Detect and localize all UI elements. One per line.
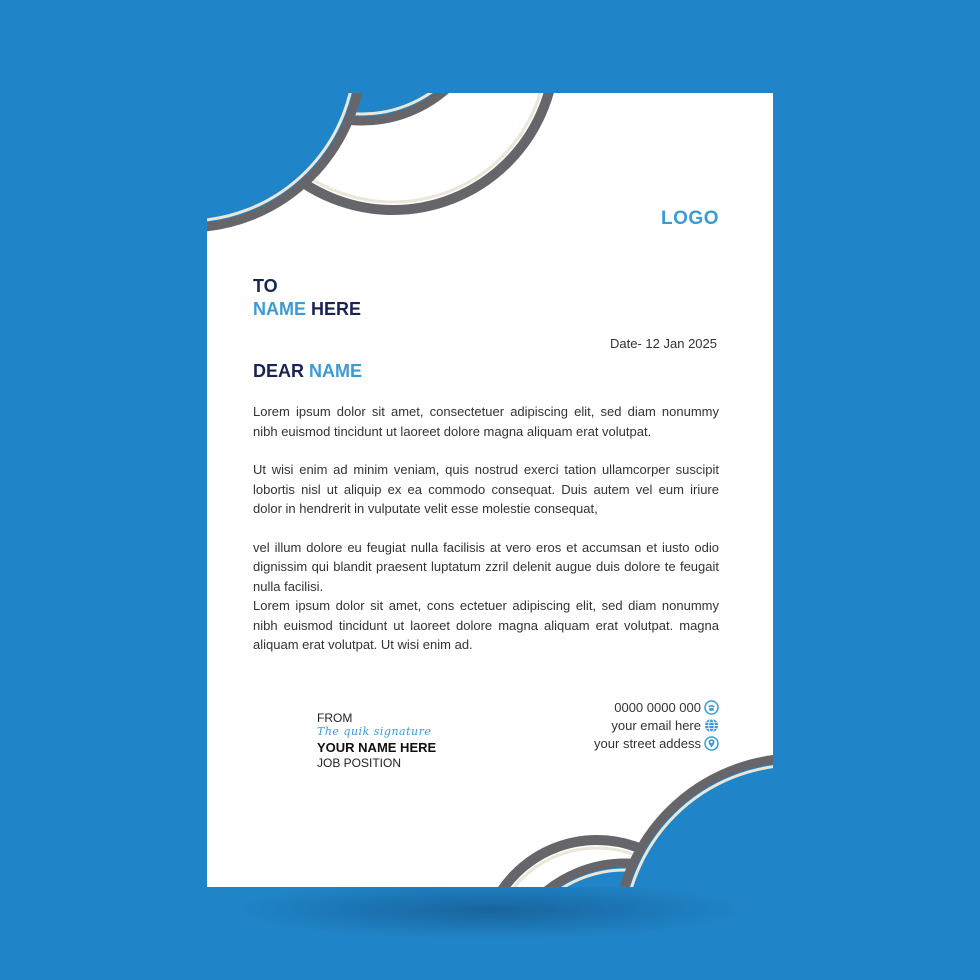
sender-name: YOUR NAME HERE: [317, 740, 437, 755]
recipient-to: TO: [253, 276, 278, 296]
recipient-name-first: NAME: [253, 299, 306, 319]
contact-block: [594, 698, 719, 752]
contact-email-row: [594, 716, 719, 734]
salutation-dear: DEAR: [253, 361, 305, 381]
logo: LOGO: [661, 208, 719, 229]
letter-date: Date- 12 Jan 2025: [610, 336, 717, 351]
contact-phone-row: [594, 698, 719, 716]
sender-position: JOB POSITION: [317, 756, 402, 770]
salutation: [253, 361, 362, 382]
body-paragraph-4: Lorem ipsum dolor sit amet, cons ectetuer adipiscing elit, sed diam nonummy nibh euismod tincidunt ut laoreet dolore magna aliquam erat volutpat. magna aliquam erat volutpat. Ut wisi enim ad.: [253, 598, 719, 652]
body-paragraph-3: vel illum dolore eu feugiat nulla facilisis at vero eros et accumsan et iusto odio dignissim qui blandit praesent luptatum zzril delenit augue duis dolore te feugait nulla facilisi.: [253, 539, 719, 594]
contact-phone: 0000 0000 000: [614, 699, 701, 715]
recipient-name: [253, 298, 361, 321]
contact-address: your street addess: [594, 735, 701, 751]
globe-icon: [704, 718, 719, 733]
body-paragraph-2: Ut wisi enim ad minim veniam, quis nostrud exerci tation ullamcorper suscipit lobortis nisl ut aliquip ex ea commodo consequat. Duis autem vel eum iriure dolor in hendrerit in vulputate velit esse molestie consequat,: [253, 462, 719, 516]
recipient-name-second: HERE: [311, 299, 362, 319]
letterhead-page: [207, 93, 773, 887]
contact-email: your email here: [611, 717, 701, 733]
from-label: FROM: [317, 711, 353, 725]
recipient-block: [253, 275, 361, 321]
signature: The quik signature: [317, 725, 432, 738]
phone-icon: [704, 700, 719, 715]
body-paragraph-1: Lorem ipsum dolor sit amet, consectetuer adipiscing elit, sed diam nonummy nibh euismod tincidunt ut laoreet dolore magna aliquam erat volutpat.: [253, 404, 719, 439]
top-arc-corner: [207, 93, 362, 228]
letter-body: [253, 402, 719, 655]
salutation-name: NAME: [309, 361, 363, 381]
contact-address-row: [594, 734, 719, 752]
page-shadow: [225, 880, 755, 940]
location-pin-icon: [704, 736, 719, 751]
